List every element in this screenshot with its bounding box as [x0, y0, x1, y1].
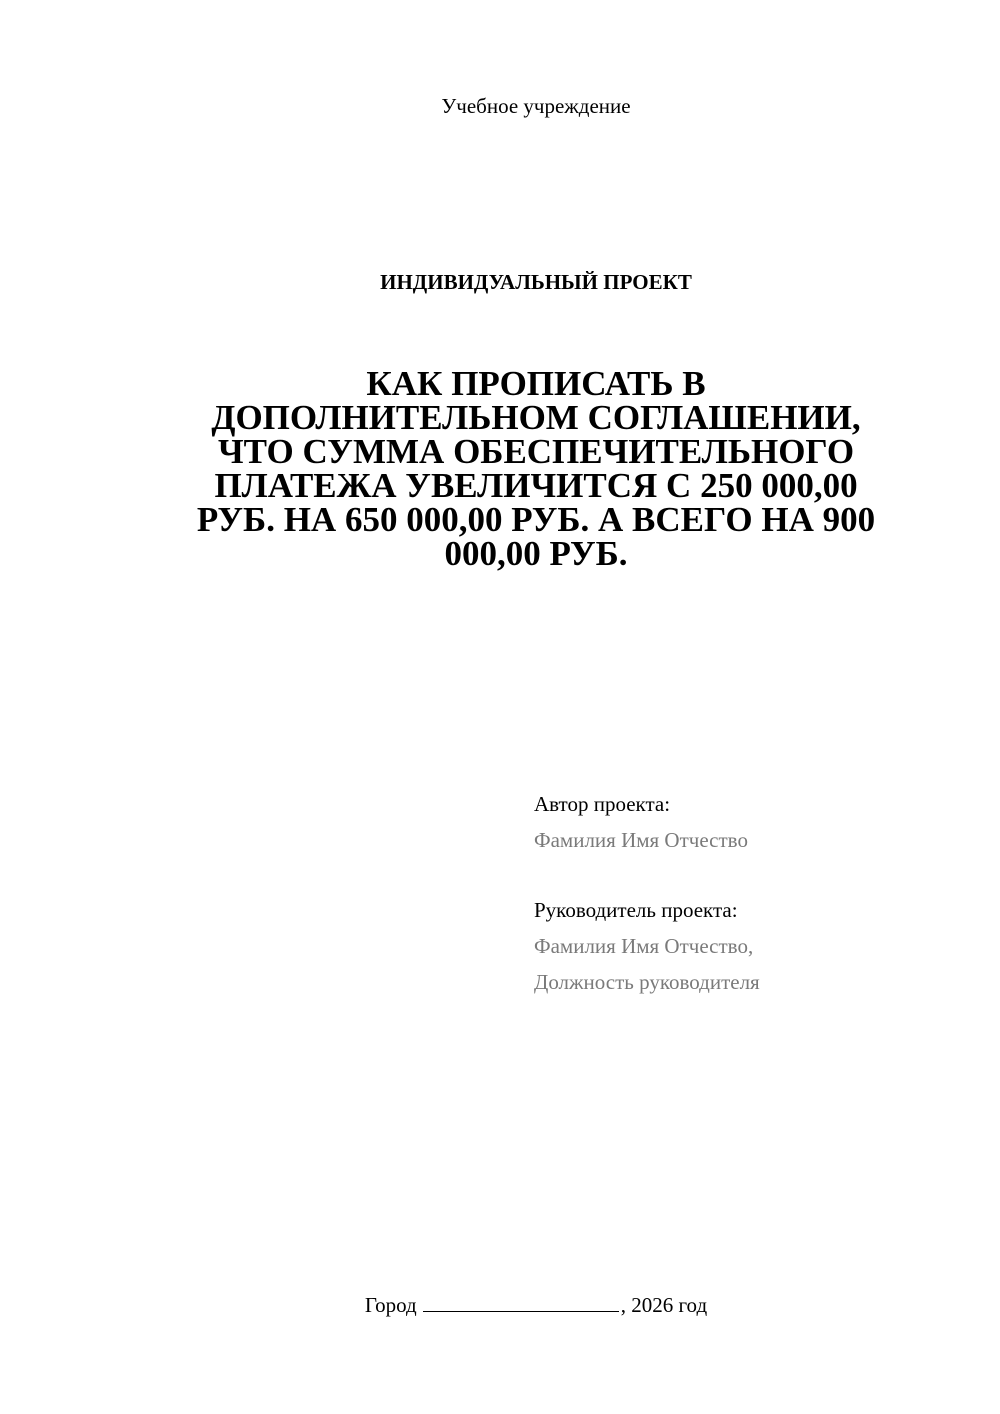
project-title-line: 000,00 РУБ.: [444, 534, 628, 573]
city-label: Город: [364, 1293, 417, 1317]
project-title-line: КАК ПРОПИСАТЬ В: [366, 364, 706, 403]
year-text: , 2026 год: [620, 1293, 708, 1317]
project-title-line: ПЛАТЕЖА УВЕЛИЧИТСЯ С 250 000,00: [214, 466, 858, 505]
supervisor-block: [534, 892, 974, 1000]
institution-name: Учебное учреждение: [441, 94, 631, 118]
footer-city-year: [0, 1290, 1000, 1320]
supervisor-name: Фамилия Имя Отчество,: [534, 934, 754, 958]
author-name: Фамилия Имя Отчество: [534, 828, 748, 852]
project-title-line: ЧТО СУММА ОБЕСПЕЧИТЕЛЬНОГО: [217, 432, 855, 471]
supervisor-position: Должность руководителя: [534, 970, 760, 994]
document-type: ИНДИВИДУАЛЬНЫЙ ПРОЕКТ: [380, 270, 692, 294]
project-title-line: РУБ. НА 650 000,00 РУБ. А ВСЕГО НА 900: [196, 500, 876, 539]
author-block: [534, 786, 974, 858]
supervisor-label: Руководитель проекта:: [534, 898, 738, 922]
city-blank-line: [423, 1291, 619, 1312]
project-title: [150, 364, 922, 573]
project-title-line: ДОПОЛНИТЕЛЬНОМ СОГЛАШЕНИИ,: [211, 398, 861, 437]
author-label: Автор проекта:: [534, 792, 671, 816]
